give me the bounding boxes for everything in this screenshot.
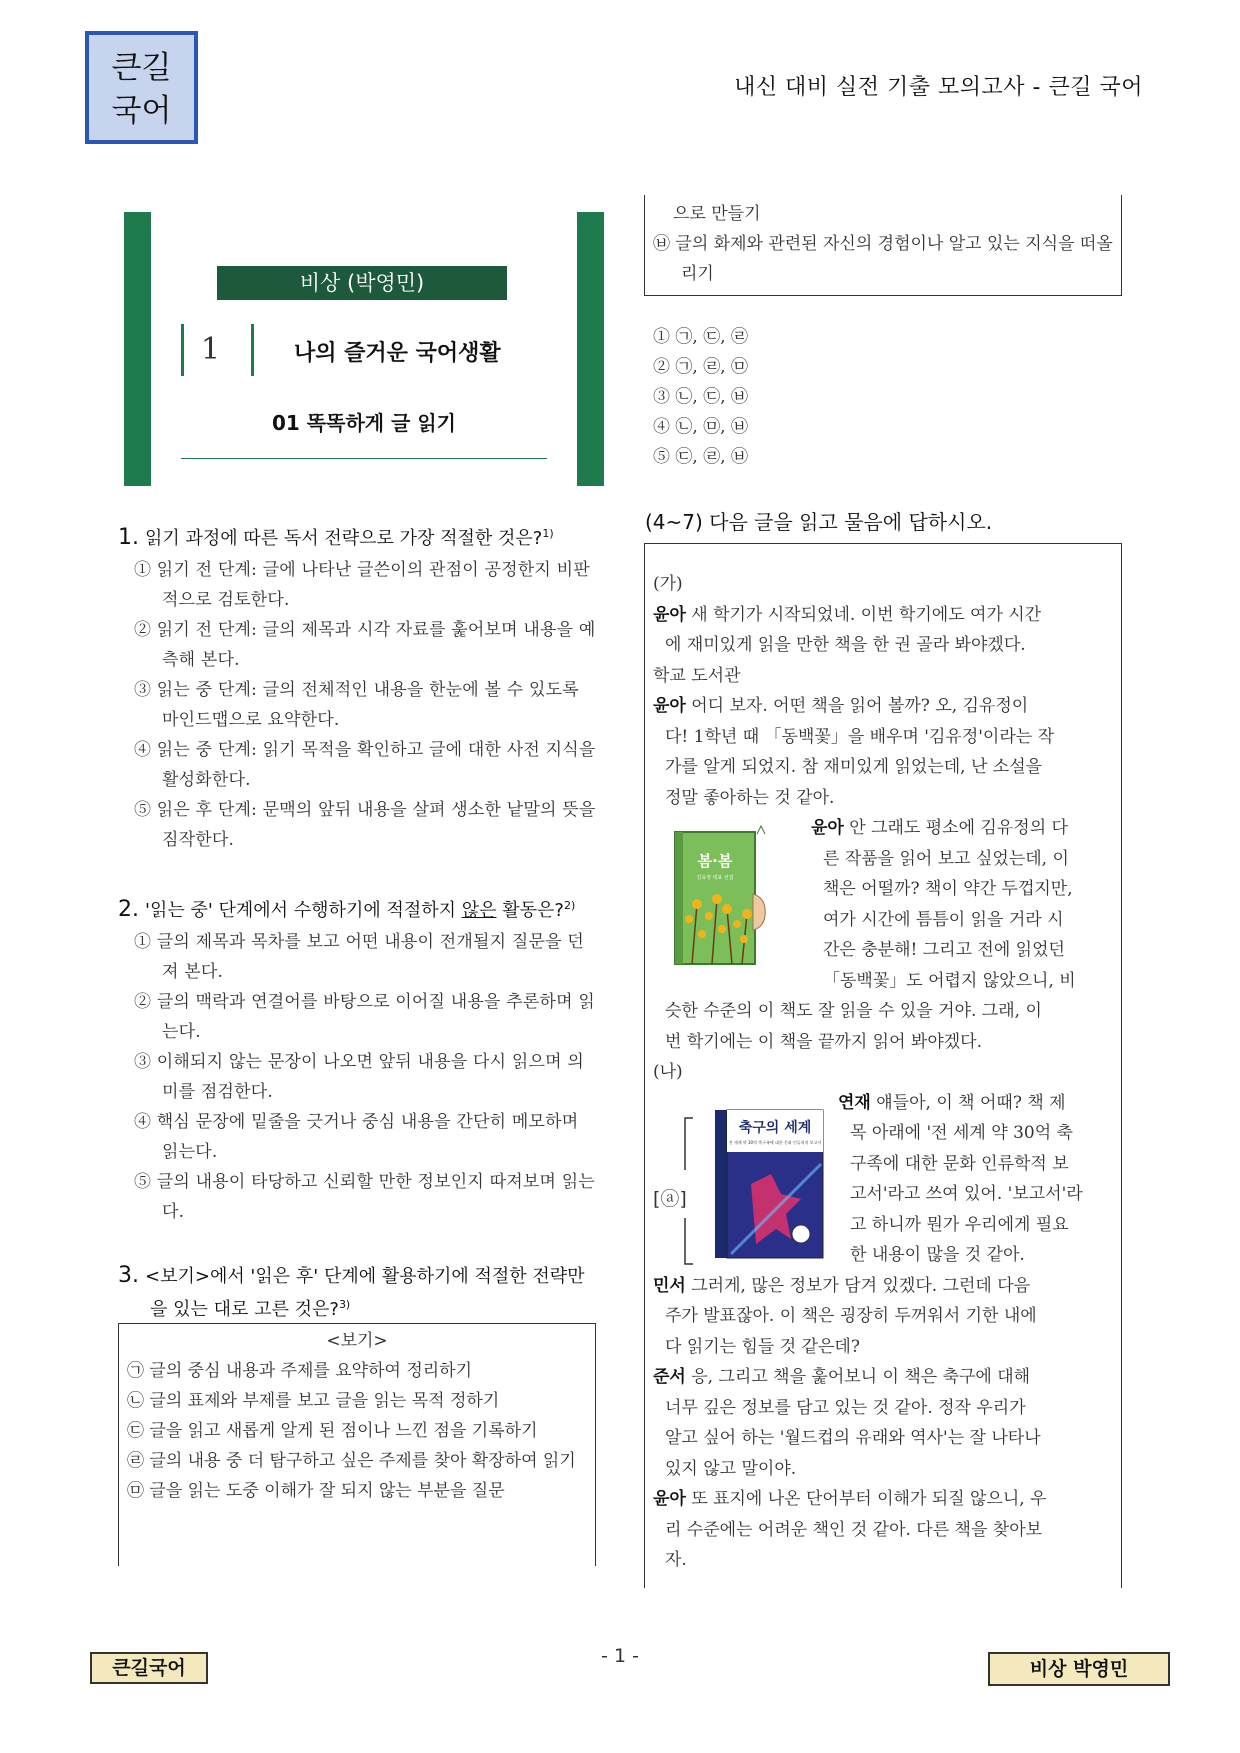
answer-option[interactable]: ⑤ 글의 내용이 타당하고 신뢰할 만한 정보인지 따져보며 읽는다. [134, 1172, 595, 1222]
question-number: 2. [118, 897, 139, 922]
lesson-title: 01 똑똑하게 글 읽기 [272, 411, 456, 435]
footer-publisher: 비상 박영민 [988, 1652, 1170, 1686]
unit-heading [181, 324, 561, 376]
question-2: 2. '읽는 중' 단계에서 수행하기에 적절하지 않은 활동은?$^{2)}$ ① 글의 제목과 목차를 보고 어떤 내용이 전개될지 질문을 던져 본다. ② 글의 맥락과 연결어를 바탕으로 이어질 내용을 추론하며 읽는다. ③ 이해되지 않는 문장이 나오면 앞뒤 내용을 다시 읽으며 의미를 점검한다. ④ 핵심 문장에 밑줄을 긋거나 중심 내용을 간단히 메모하며 읽는다. ⑤ 글의 내용이 타당하고 신뢰할 만한 정보인지 따져보며 읽는다. [118, 892, 600, 1227]
book-cover-soccer-world [711, 1104, 829, 1264]
book2-subtitle: 전 세계 약 30억 축구족에 대한 문화 인류학적 보고서 [728, 1140, 822, 1145]
logo-line1: 큰길 [111, 50, 172, 86]
speaker: 윤아 [811, 818, 844, 838]
bogi-item: ㉡ 글의 표제와 부제를 보고 글을 읽는 목적 정하기 [127, 1391, 500, 1411]
bogi-box [118, 1323, 596, 1566]
question-number: 3. [118, 1263, 139, 1288]
publisher-label: 비상 (박영민) [217, 266, 507, 300]
question-3 [118, 1262, 600, 1324]
bogi-item: ㉢ 글을 읽고 새롭게 알게 된 점이나 느낀 점을 기록하기 [127, 1421, 538, 1441]
answer-option[interactable]: ③ 읽는 중 단계: 글의 전체적인 내용을 한눈에 볼 수 있도록 마인드맵으로 요약한다. [134, 680, 579, 730]
bogi-item: ㉣ 글의 내용 중 더 탐구하고 싶은 주제를 찾아 확장하여 읽기 [127, 1451, 576, 1471]
book1-title: 봄·봄 [697, 852, 733, 870]
question-text: <보기>에서 '읽은 후' 단계에 활용하기에 적절한 전략만을 있는 대로 고른 것은? [145, 1266, 585, 1320]
speaker: 연재 [838, 1092, 871, 1113]
speaker: 윤아 [653, 696, 686, 716]
answer-option[interactable]: ④ ㉡, ㉤, ㉥ [653, 417, 749, 437]
footnote-ref: 3) [338, 1298, 351, 1311]
passage-heading: (4~7) 다음 글을 읽고 물음에 답하시오. [645, 510, 993, 534]
answer-option[interactable]: ② 읽기 전 단계: 글의 제목과 시각 자료를 훑어보며 내용을 예측해 본다. [134, 620, 596, 670]
answer-option[interactable]: ② ㉠, ㉣, ㉤ [653, 357, 749, 377]
page-number: - 1 - [601, 1645, 639, 1667]
page-header-title: 내신 대비 실전 기출 모의고사 - 큰길 국어 [734, 75, 1143, 100]
speaker: 준서 [653, 1367, 686, 1387]
answer-option[interactable]: ⑤ 읽은 후 단계: 문맥의 앞뒤 내용을 살펴 생소한 낱말의 뜻을 짐작한다. [134, 800, 596, 850]
answer-option[interactable]: ④ 핵심 문장에 밑줄을 긋거나 중심 내용을 간단히 메모하며 읽는다. [134, 1112, 579, 1162]
book2-title: 축구의 세계 [738, 1120, 812, 1136]
speaker: 윤아 [653, 604, 686, 625]
question-number: 1. [118, 525, 139, 550]
book-cover-bombom [667, 824, 777, 974]
answer-option[interactable]: ③ ㉡, ㉢, ㉥ [653, 387, 749, 407]
answer-option[interactable]: ④ 읽는 중 단계: 읽기 목적을 확인하고 글에 대한 사전 지식을 활성화한다. [134, 740, 596, 790]
section-label: (나) [653, 1062, 683, 1082]
footnote-ref: 2) [563, 899, 576, 912]
speaker: 민서 [653, 1275, 686, 1296]
bogi-title: <보기> [326, 1331, 388, 1351]
section-label: (가) [653, 574, 683, 594]
book1-subtitle: 김유정 대표 선집 [696, 875, 734, 881]
footer-brand: 큰길국어 [90, 1652, 208, 1684]
speaker: 윤아 [653, 1489, 686, 1509]
bogi-box-continued [644, 195, 1122, 296]
footnote-ref: 1) [542, 527, 554, 540]
unit-title: 나의 즐거운 국어생활 [294, 341, 501, 366]
bracket-label: [ⓐ] [653, 1188, 687, 1210]
question-text: 읽기 과정에 따른 독서 전략으로 가장 적절한 것은? [145, 528, 543, 549]
brand-logo [85, 31, 198, 144]
emphasis-underline: 않은 [461, 900, 497, 921]
bogi-item: 으로 만들기 [673, 204, 761, 224]
answer-option[interactable]: ① 읽기 전 단계: 글에 나타난 글쓴이의 관점이 공정한지 비판적으로 검토한다. [134, 560, 590, 610]
answer-option[interactable]: ① ㉠, ㉢, ㉣ [653, 327, 749, 347]
answer-option[interactable]: ③ 이해되지 않는 문장이 나오면 앞뒤 내용을 다시 읽으며 의미를 점검한다. [134, 1052, 584, 1102]
answer-option[interactable]: ② 글의 맥락과 연결어를 바탕으로 이어질 내용을 추론하며 읽는다. [134, 992, 595, 1042]
unit-number: 1 [201, 332, 221, 367]
answer-option[interactable]: ⑤ ㉢, ㉣, ㉥ [653, 447, 749, 467]
answer-choices [653, 322, 748, 472]
bogi-item: ㉥ 글의 화제와 관련된 자신의 경험이나 알고 있는 지식을 떠올리기 [653, 234, 1113, 284]
logo-line2: 국어 [111, 93, 172, 129]
scene-label: 학교 도서관 [653, 665, 741, 686]
question-1 [118, 520, 600, 855]
bogi-item: ㉠ 글의 중심 내용과 주제를 요약하여 정리하기 [127, 1361, 473, 1381]
unit-banner [124, 212, 604, 486]
bogi-item: ㉤ 글을 읽는 도중 이해가 잘 되지 않는 부분을 질문 [127, 1481, 505, 1501]
answer-option[interactable]: ① 글의 제목과 목차를 보고 어떤 내용이 전개될지 질문을 던져 본다. [134, 932, 584, 982]
reading-passage: (가) 윤아 새 학기가 시작되었네. 이번 학기에도 여가 시간 에 재미있게 읽을 만한 책을 한 권 골라 봐야겠다. 학교 도서관 윤아 어디 보자. 어떤 책을 읽어 볼까? 오, 김유정이 다! 1학년 때 「동백꽃」을 배우며 '김유정'이라는 작 가를 알게 되었지. 참 재미있게 읽었는데, 난 소설을 정말 좋아하는 것 같아. 윤아 안 그래도 평소에 김유정의 다 른 작품을 읽어 보고 싶었는데, 이 책은 어떨까? 책이 약간 두껍지만, 여가 시간에 틈틈이 읽을 거라 시 간은 충분해! 그리고 전에 읽었던 「동백꽃」도 어렵지 않았으니, 비 슷한 수준의 이 책도 잘 읽을 수 있을 거야. 그래, 이 번 학기에는 이 책을 끝까지 읽어 봐야겠다. (나) 연재 얘들아, 이 책 어때? 책 제 목 아래에 '전 세계 약 30억 축 구족에 대한 문화 인류학적 보 고서'라고 쓰여 있어. '보고서'라 고 하니까 뭔가 우리에게 필요 한 내용이 많을 것 같아. 민서 그러게, 많은 정보가 담겨 있겠다. 그런데 다음 주가 발표잖아. 이 책은 굉장히 두꺼워서 기한 내에 다 읽기는 힘들 것 같은데? 준서 응, 그리고 책을 훑어보니 이 책은 축구에 대해 너무 깊은 정보를 담고 있는 것 같아. 정작 우리가 알고 싶어 하는 '월드컵의 유래와 역사'는 잘 나타나 있지 않고 말이야. 윤아 또 표지에 나온 단어부터 이해가 되질 않으니, 우 리 수준에는 어려운 책인 것 같아. 다른 책을 찾아보 자. 봄·봄 김유정 대표 선집 [ⓐ] 축구의 세계 전 세계 약 30억 축구족에 대한 문화 인류학적 보고서 [644, 543, 1122, 1588]
